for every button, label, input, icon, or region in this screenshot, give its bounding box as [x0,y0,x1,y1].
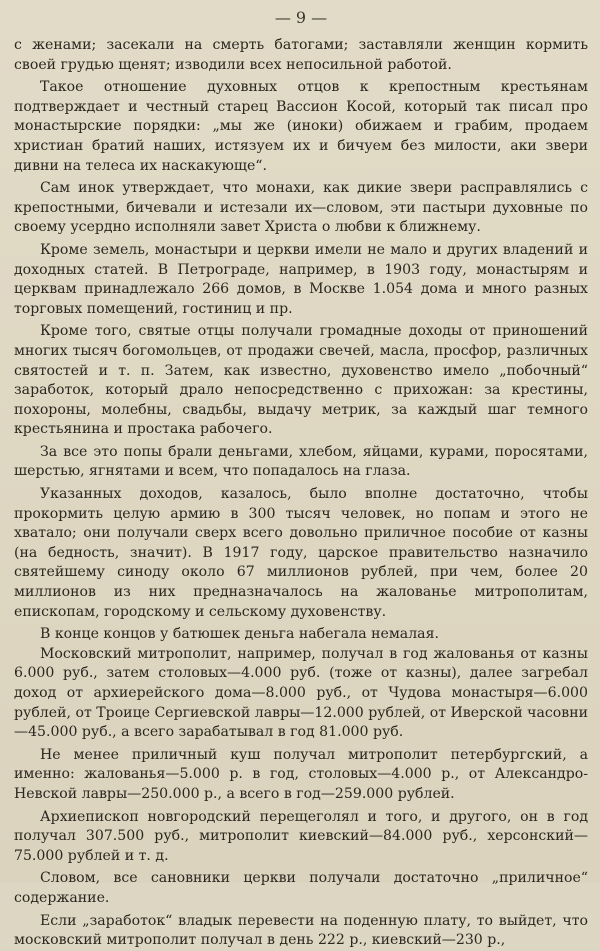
paragraph-2: Такое отношение духовных отцов к крепостным крестьянам подтверждает и честный старец Вассион Косой, который так писал про монастырские порядки: „мы же (иноки) обижаем и грабим, продаем христиан братий наших, истязуем их и бичуем без милости, аки звери дивни на телеса их наскакующе“. [14,79,588,174]
paragraph-4: Кроме земель, монастыри и церкви имели не мало и других владений и доходных статей. В Петрограде, например, в 1903 году, монастырям и церквам принадлежало 266 домов, в Москве 1.054 дома и много разных торговых помещений, гостиниц и пр. [14,241,588,317]
paragraph-12: Словом, все сановники церкви получали достаточно „приличное“ содержание. [14,870,588,906]
paragraph-10: Не менее приличный куш получал митрополит петербургский, а именно: жалованья—5.000 р. в год, столовых—4.000 р., от Александро-Невской лавры—250.000 р., а всего в год—259.000 рублей. [14,746,588,802]
paragraph-7: Указанных доходов, казалось, было вполне достаточно, чтобы прокормить целую армию в 300 тысяч человек, но попам и этого не хватало; они получали сверх всего довольно приличное пособие от казны (на бедность, значит). В 1917 году, царское правительство назначило святейшему синоду около 67 миллионов рублей, при чем, более 20 миллионов из них предназначалось на жалованье митрополитам, епископам, городскому и сельскому духовенству. [14,486,588,620]
paragraph-9: Московский митрополит, например, получал в год жалованья от казны 6.000 руб., затем столовых—4.000 руб. (тоже от казны), далее загребал доход от архиерейского дома—8.000 руб., от Чудова монастыря—6.000 рублей, от Троице Сергиевской лавры—12.000 рублей, от Иверской часовни—45.000 руб., а всего зарабатывал в год 81.000 руб. [14,645,588,741]
paragraph-6: За все это попы брали деньгами, хлебом, яйцами, курами, поросятами, шерстью, ягнятами и всем, что попадалось на глаза. [14,443,588,480]
paragraph-8: В конце концов у батюшек деньга набегала немалая. [40,626,439,643]
paragraph-13: Если „заработок“ владык перевести на поденную плату, то выйдет, что московский митрополит получал в день 222 р., киевский—230 р., [14,912,588,949]
paragraph-1: с женами; засекали на смерть батогами; заставляли женщин кормить своей грудью щенят; изводили всех непосильной работой. [14,37,588,73]
paragraph-11: Архиепископ новгородский перещеголял и того, и другого, он в год получал 307.500 руб., митрополит киевский—84.000 руб., херсонский—75.000 рублей и т. д. [14,808,588,864]
paragraph-5: Кроме того, святые отцы получали громадные доходы от приношений многих тысяч богомольцев, от продажи свечей, масла, просфор, различных святостей и т. п. Затем, как известно, духовенство имело „побочный“ заработок, который драло непосредственно с прихожан: за крестины, похороны, молебны, свадьбы, выдачу метрик, за каждый шаг темного крестьянина и простака рабочего. [14,323,588,438]
paragraph-3: Сам инок утверждает, что монахи, как дикие звери расправлялись с крепостными, бичевали и истезали их—словом, эти пастыри духовные по своему усердно исполняли завет Христа о любви к ближнему. [14,180,588,236]
page-number: — 9 — [274,8,328,27]
